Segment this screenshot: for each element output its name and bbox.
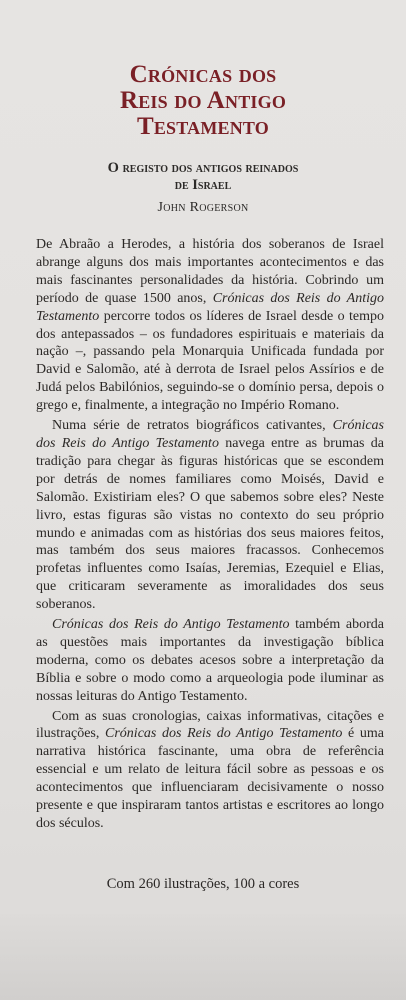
paragraph-1-text-a: De Abraão a Herodes, a história dos soberanos de Israel abrange alguns dos mais importantes acontecimentos e das mais fascinantes personalidades da história. Cobrindo um período de quase 1500 anos, — [36, 237, 384, 306]
paragraph-2-text-a: Numa série de retratos biográficos cativantes, — [52, 418, 333, 434]
book-subtitle — [0, 160, 406, 194]
paragraph-2-text-c: navega entre as brumas da tradição para chegar às figuras históricas que se escondem por detrás de nomes familiares como Moisés, David e Salomão. Existiriam eles? O que sabemos sobre eles? Neste livro, estas figuras são vistas no contexto do seu próprio mundo e animadas com as histórias dos seus maiores feitos, mas também dos seus maiores fracassos. Conhecemos profetas influentes como Isaías, Jeremias, Ezequiel e Elias, que criticaram severamente as imoralidades dos seus soberanos. — [36, 435, 384, 613]
illustrations-note: Com 260 ilustrações, 100 a cores — [106, 876, 300, 892]
paragraph-4-text-a: Com as suas cronologias, caixas informativas, citações e ilustrações, — [36, 708, 384, 742]
paragraph-2 — [36, 417, 384, 614]
paragraph-1 — [36, 236, 384, 415]
author-name: John Rogerson — [157, 200, 249, 215]
book-title-line-1: Crónicas dos — [129, 61, 277, 88]
book-subtitle-line-1: O registo dos antigos reinados — [107, 160, 299, 176]
book-title-line-2: Reis do Antigo — [119, 87, 287, 114]
paragraph-4-text-c: é uma narrativa histórica fascinante, uma obra de referência essencial e um relato de leitura fácil sobre as pessoas e os acontecimentos que influenciaram decisivamente o nosso presente e que inspiraram tantos artistas e escritores ao longo dos séculos. — [36, 726, 385, 831]
paragraph-3-book-title: Crónicas dos Reis do Antigo Testamento — [52, 617, 290, 633]
paragraph-4 — [36, 708, 384, 833]
bottom-shadow — [0, 910, 406, 1000]
book-subtitle-line-2: de Israel — [174, 177, 232, 193]
paragraph-1-book-title: Crónicas dos Reis do Antigo Testamento — [36, 290, 384, 324]
paragraph-4-book-title: Crónicas dos Reis do Antigo Testamento — [105, 726, 343, 742]
paragraph-3-text-b: também aborda as questões mais importantes da investigação bíblica moderna, como os debates acesos sobre a interpretação da Bíblia e sobre o modo como a arqueologia pode iluminar as nossas leituras do Antigo Testamento. — [36, 617, 385, 704]
book-title-line-3: Testamento — [136, 113, 270, 140]
blurb-text — [36, 236, 384, 835]
paragraph-1-text-c: percorre todos os líderes de Israel desde o tempo dos antepassados – os fundadores espirituais e materiais da nação –, passando pela Monarquia Unificada fundada por David e Salomão, até à derrota de Israel pelos Assírios e de Judá pelos Babilónios, seguindo-se o domínio persa, depois o grego e, finalmente, a integração no Império Romano. — [36, 308, 384, 414]
paragraph-2-book-title: Crónicas dos Reis do Antigo Testamento — [36, 418, 384, 451]
book-title — [0, 62, 406, 140]
paragraph-3 — [36, 616, 384, 706]
